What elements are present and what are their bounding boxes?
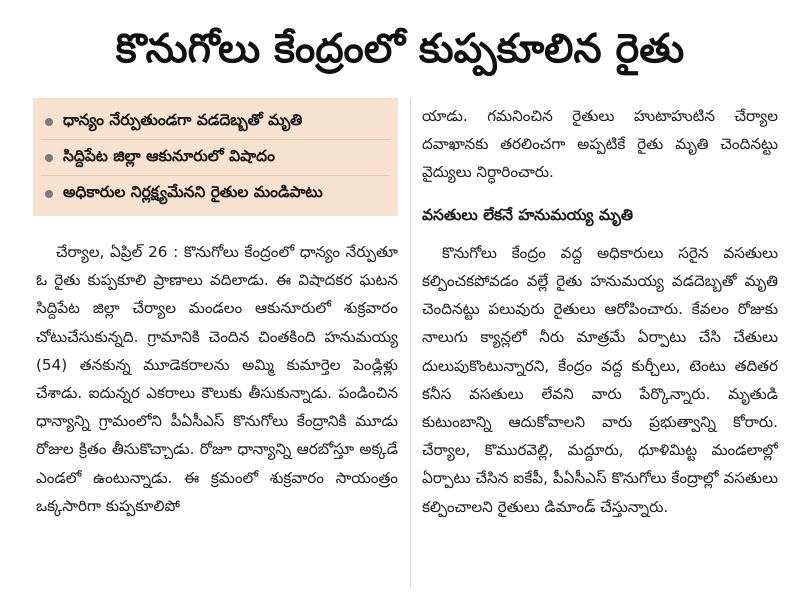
highlight-text: ధాన్యం నేర్పుతుండగా వడదెబ్బతో మృతి	[63, 110, 303, 129]
subheading: వసతులు లేకనే హనుమయ్య మృతి	[422, 205, 633, 224]
bullet-icon	[45, 118, 53, 126]
column-divider	[410, 98, 411, 588]
body-column-right	[422, 102, 778, 592]
body-paragraph: చేర్యాల, ఏప్రిల్ 26 : కొనుగోలు కేంద్రంలో ధాన్యం నేర్పుతూ ఓ రైతు కుప్పకూలి ప్రాణాలు వదిలాడు. ఈ విషాదకర ఘటన సిద్దిపేట జిల్లా చేర్యాల మండలం ఆకునూరులో శుక్రవారం చోటుచేసుకున్నది. గ్రామానికి చెందిన చింతకింది హనుమయ్య (54) తనకున్న మూడెకరాలను అమ్మి కుమార్తెల పెండ్లిళ్లు చేశాడు. ఐదున్నర ఎకరాలు కౌలుకు తీసుకున్నాడు. పండించిన ధాన్యాన్ని గ్రామంలోని పీఏసీఎస్ కొనుగోలు కేంద్రానికి మూడు రోజుల క్రితం తీసుకొచ్చాడు. రోజూ ధాన్యాన్ని ఆరబోస్తూ అక్కడే ఎండలో ఉంటున్నాడు. ఈ క్రమంలో శుక్రవారం సాయంత్రం ఒక్కసారిగా కుప్పకూలిపో	[36, 243, 398, 515]
highlight-item	[41, 104, 390, 140]
highlights-box	[33, 98, 398, 216]
highlight-item	[41, 176, 390, 211]
highlight-text: సిద్దిపేట జిల్లా ఆకునూరులో విషాదం	[63, 146, 275, 165]
bullet-icon	[45, 190, 53, 198]
body-column-left	[36, 238, 398, 588]
body-paragraph: కొనుగోలు కేంద్రం వద్ద అధికారులు సరైన వసతులు కల్పించకపోవడం వల్లే రైతు హనుమయ్య వడదెబ్బతో మృతి చెందినట్టు పలువురు రైతులు ఆరోపించారు. కేవలం రోజుకు నాలుగు క్యాన్లలో నీరు మాత్రమే ఏర్పాటు చేసి చేతులు దులుపుకొంటున్నారని, కేంద్రం వద్ద కుర్చీలు, టెంటు తదితర కనీస వసతులు లేవని వారు పేర్కొన్నారు. మృతుడి కుటుంబాన్ని ఆదుకోవాలని వారు ప్రభుత్వాన్ని కోరారు. చేర్యాల, కొమురవెల్లి, మద్దూరు, ధూళిమిట్ట మండలాల్లో ఏర్పాటు చేసిన ఐకేపీ, పీఏసీఎస్ కొనుగోలు కేంద్రాల్లో వసతులు కల్పించాలని రైతులు డిమాండ్ చేస్తున్నారు.	[422, 243, 778, 516]
highlight-item	[41, 140, 390, 176]
headline: కొనుగోలు కేంద్రంలో కుప్పకూలిన రైతు	[115, 26, 685, 72]
body-paragraph: యాడు. గమనించిన రైతులు హుటాహుటిన చేర్యాల దవాఖానకు తరలించగా అప్పటికే రైతు మృతి చెందినట్టు వైద్యులు నిర్ధారించారు.	[422, 107, 778, 182]
bullet-icon	[45, 154, 53, 162]
highlight-text: అధికారుల నిర్లక్ష్యమేనని రైతుల మండిపాటు	[63, 182, 323, 201]
